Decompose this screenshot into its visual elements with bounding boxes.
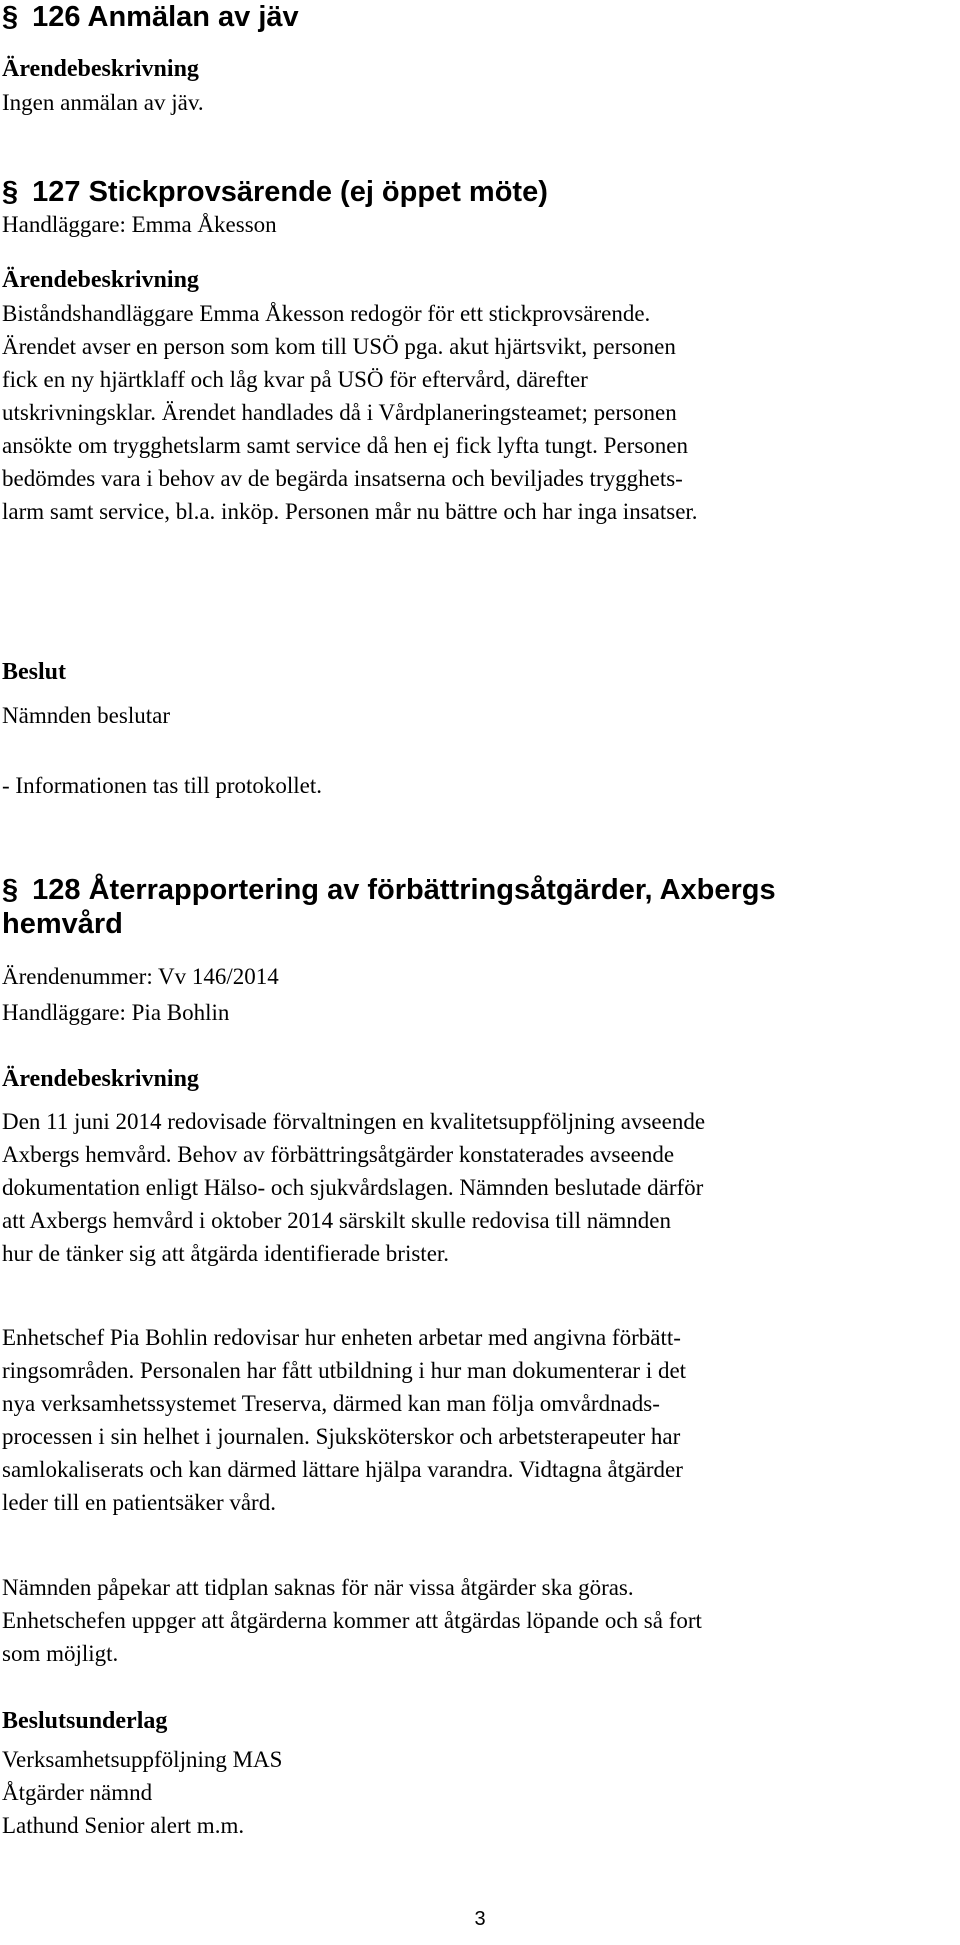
handler-text: Handläggare: Emma Åkesson [2, 212, 277, 237]
section-symbol: § [2, 874, 19, 906]
description-text: Biståndshandläggare Emma Åkesson redogör för ett stickprovsärende. Ärendet avser en person som kom till USÖ pga. akut hjärtsvikt, personen fick en ny hjärtklaff och låg kvar på USÖ för eftervård, därefter utskrivningsklar. Ärendet handlades då i Vårdplaneringsteamet; personen ansökte om trygghetslarm samt service då hen ej fick lyfta tungt. Personen bedömdes vara i behov av de begärda insatserna och beviljades trygghets- larm samt service, bl.a. inköp. Personen mår nu bättre och har inga insatser. [2, 301, 698, 524]
list-item: Lathund Senior alert m.m. [2, 1813, 245, 1838]
section-number: 127 [32, 176, 81, 208]
section-127-heading [0, 175, 548, 209]
section-126-heading [0, 0, 299, 34]
case-number-text: Ärendenummer: Vv 146/2014 [2, 964, 279, 989]
section-symbol: § [2, 1, 19, 33]
section-title: Anmälan av jäv [87, 1, 299, 33]
handler-text: Handläggare: Pia Bohlin [2, 1000, 230, 1025]
section-title: Återrapportering av förbättringsåtgärder, Axbergs [88, 874, 776, 906]
list-item: Verksamhetsuppföljning MAS [2, 1747, 283, 1772]
decision-item: - Informationen tas till protokollet. [2, 773, 323, 798]
basis-list [2, 1743, 282, 1842]
section-number: 128 [32, 874, 81, 906]
basis-heading: Beslutsunderlag [2, 1708, 168, 1734]
list-item: Åtgärder nämnd [2, 1780, 153, 1805]
decision-heading: Beslut [2, 659, 67, 685]
section-number: 126 [32, 1, 81, 33]
page-number: 3 [474, 1908, 486, 1930]
description-text: Ingen anmälan av jäv. [2, 90, 204, 115]
section-symbol: § [2, 176, 19, 208]
section-title: Stickprovsärende (ej öppet möte) [88, 176, 548, 208]
paragraph-3: Nämnden påpekar att tidplan saknas för när vissa åtgärder ska göras. Enhetschefen uppger att åtgärderna kommer att åtgärdas löpande och så fort som möjligt. [2, 1575, 702, 1666]
description-heading: Ärendebeskrivning [2, 1066, 199, 1092]
description-heading: Ärendebeskrivning [2, 267, 199, 293]
section-128-heading [0, 873, 952, 941]
description-heading: Ärendebeskrivning [2, 56, 199, 82]
paragraph-1: Den 11 juni 2014 redovisade förvaltningen en kvalitetsuppföljning avseende Axbergs hemvård. Behov av förbättringsåtgärder konstaterades avseende dokumentation enligt Hälso- och sjukvårdslagen. Nämnden beslutade därför att Axbergs hemvård i oktober 2014 särskilt skulle redovisa till nämnden hur de tänker sig att åtgärda identifierade brister. [2, 1109, 706, 1266]
section-title-continued: hemvård [2, 908, 123, 940]
decision-intro: Nämnden beslutar [2, 703, 170, 728]
paragraph-2: Enhetschef Pia Bohlin redovisar hur enheten arbetar med angivna förbätt- ringsområden. Personalen har fått utbildning i hur man dokumenterar i det nya verksamhetssystemet Treserva, därmed kan man följa omvårdnads- processen i sin helhet i journalen. Sjuksköterskor och arbetsterapeuter har samlokaliserats och kan därmed lättare hjälpa varandra. Vidtagna åtgärder leder till en patientsäker vård. [2, 1325, 687, 1515]
